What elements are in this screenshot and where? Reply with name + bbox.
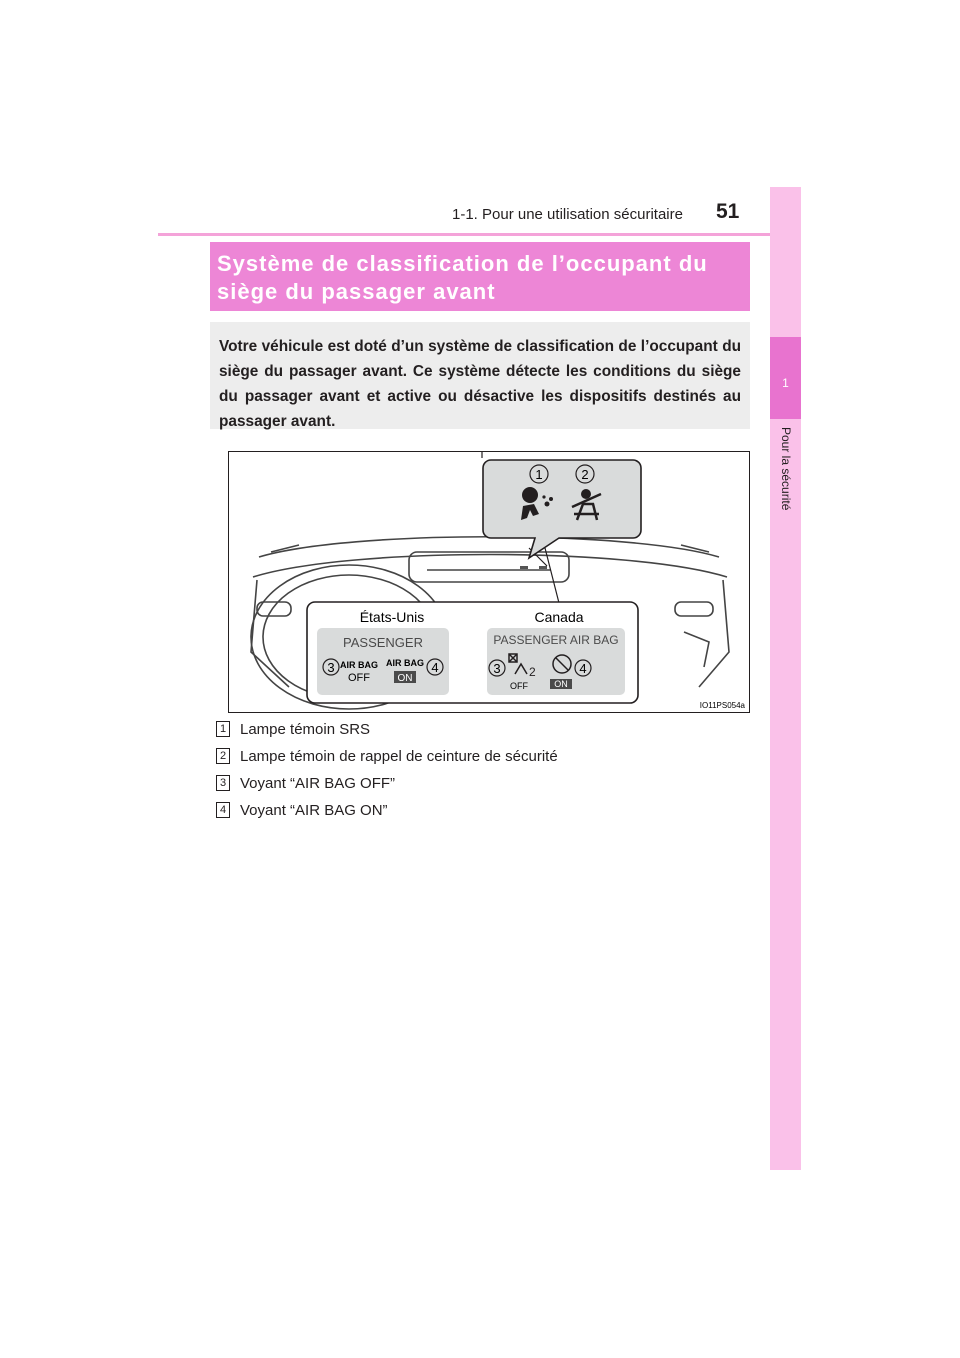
legend-number: 3 <box>216 775 230 791</box>
us-airbag-on-line2: ON <box>397 673 413 684</box>
callout-3-us: 3 <box>327 660 335 675</box>
callout-3-canada: 3 <box>493 661 501 676</box>
legend-label: Voyant “AIR BAG ON” <box>240 802 388 819</box>
section-title <box>210 242 750 311</box>
chapter-number: 1 <box>782 376 789 390</box>
svg-text:2: 2 <box>529 665 536 679</box>
canada-off-label: OFF <box>510 681 528 691</box>
us-airbag-off-line2: OFF <box>348 672 370 684</box>
us-airbag-on-line1: AIR BAG <box>386 658 424 668</box>
legend-number: 2 <box>216 748 230 764</box>
us-airbag-off-line1: AIR BAG <box>340 660 378 670</box>
canada-panel-title: PASSENGER AIR BAG <box>493 633 619 647</box>
us-panel-title: PASSENGER <box>343 635 423 650</box>
legend-label: Voyant “AIR BAG OFF” <box>240 775 396 792</box>
dashboard-illustration <box>229 452 751 714</box>
page-number: 51 <box>716 200 740 223</box>
legend-item <box>216 748 558 765</box>
legend-item <box>216 775 395 792</box>
legend-item <box>216 802 388 819</box>
header-chapter-section: 1-1. Pour une utilisation sécuritaire <box>452 206 683 223</box>
chapter-name: Pour la sécurité <box>779 427 793 511</box>
section-title-line2: siège du passager avant <box>217 279 496 304</box>
callout-1: 1 <box>535 467 543 482</box>
legend-number: 4 <box>216 802 230 818</box>
legend-label: Lampe témoin SRS <box>240 721 371 738</box>
legend-number: 1 <box>216 721 230 737</box>
legend-item <box>216 721 370 738</box>
dashboard-figure <box>228 451 750 713</box>
region-us-label: États-Unis <box>359 609 425 625</box>
indicator-callout-bubble <box>483 460 641 558</box>
section-title-line1: Système de classification de l’occupant du <box>217 251 708 276</box>
legend-label: Lampe témoin de rappel de ceinture de sécurité <box>240 748 558 765</box>
header-divider <box>158 233 800 236</box>
callout-4-canada: 4 <box>579 661 587 676</box>
figure-code: IO11PS054a <box>699 701 745 710</box>
region-canada-label: Canada <box>534 609 584 625</box>
callout-2: 2 <box>581 467 589 482</box>
canada-on-label: ON <box>554 679 568 689</box>
chapter-side-tab <box>770 187 801 1170</box>
intro-text: Votre véhicule est doté d’un système de classification de l’occupant du siège du passager avant. Ce système détecte les conditions du siège du passager avant et active ou désactive les dispositifs destinés au passager avant. <box>210 322 750 429</box>
callout-4-us: 4 <box>431 660 439 675</box>
